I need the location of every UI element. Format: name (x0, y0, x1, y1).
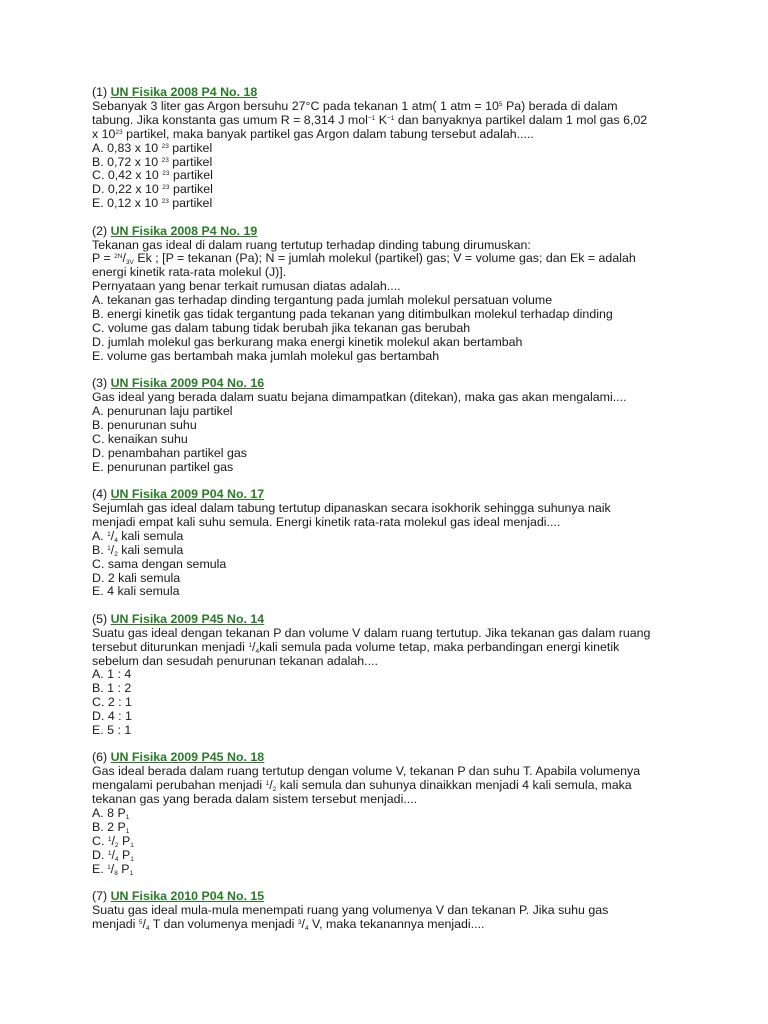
answer-option: B. $^1/_2$ kali semula (92, 542, 184, 558)
question-2 (92, 225, 692, 364)
question-text-line: tersebut diturunkan menjadi $^1/_4kali$ semula pada volume tetap, maka perbandingan energi kinetik (92, 639, 620, 655)
question-text-line: menjadi $^5/_4$ T dan volumenya menjadi $^3/_4$ V, maka tekanannya menjadi.... (92, 916, 485, 932)
answer-option: C. sama dengan semula (92, 556, 227, 571)
answer-option: A. 1 : 4 (92, 667, 132, 682)
question-text-line: x $10^{23}$ partikel, maka banyak partikel gas Argon dalam tabung tersebut adalah..... (92, 126, 534, 141)
question-number: (3) (92, 376, 111, 391)
answer-option: A. 0,83 x 10 $^{23}$ partikel (92, 140, 213, 155)
question-text-line: Pernyataan yang benar terkait rumusan diatas adalah.... (92, 279, 401, 294)
question-header (92, 890, 692, 904)
answer-option: D. 4 : 1 (92, 709, 132, 724)
answer-option: E. 0,12 x 10 $^{23}$ partikel (92, 196, 213, 211)
question-3 (92, 377, 692, 474)
question-text-line: mengalami perubahan menjadi $^1/_2$ kali semula dan suhunya dinaikkan menjadi 4 kali semula, maka (92, 778, 632, 794)
question-header (92, 751, 692, 765)
question-number: (2) (92, 223, 111, 238)
answer-option: B. 0,72 x 10 $^{23}$ partikel (92, 154, 213, 169)
question-source-link[interactable]: UN Fisika 2009 P45 No. 18 (110, 750, 265, 765)
answer-option: E. penurunan partikel gas (92, 459, 234, 474)
document-page (92, 86, 692, 945)
answer-option: E. 4 kali semula (92, 584, 180, 599)
answer-option: D. jumlah molekul gas berkurang maka energi kinetik molekul akan bertambah (92, 334, 523, 349)
answer-option: B. energi kinetik gas tidak tergantung pada tekanan yang ditimbulkan molekul terhadap dinding (92, 307, 613, 322)
question-text-line: Tekanan gas ideal di dalam ruang tertutup terhadap dinding tabung dirumuskan: (92, 237, 531, 252)
question-header (92, 613, 692, 627)
question-number: (1) (92, 85, 111, 99)
question-source-link[interactable]: UN Fisika 2008 P4 No. 19 (110, 223, 258, 238)
answer-option: D. $^1/_4$ $P_1$ (92, 847, 134, 863)
answer-option: E. $^1/_8$ $P_1$ (92, 861, 134, 877)
question-text-line: menjadi empat kali suhu semula. Energi kinetik rata-rata molekul gas ideal menjadi.... (92, 514, 561, 529)
question-source-link[interactable]: UN Fisika 2010 P04 No. 15 (110, 889, 265, 904)
answer-option: C. kenaikan suhu (92, 431, 188, 446)
answer-option: D. penambahan partikel gas (92, 445, 247, 460)
question-header (92, 377, 692, 391)
question-number: (5) (92, 611, 111, 626)
question-source-link[interactable]: UN Fisika 2009 P45 No. 14 (110, 611, 265, 626)
question-number: (4) (92, 487, 111, 502)
question-header (92, 225, 692, 239)
question-text-line: sebelum dan sesudah penurunan tekanan adalah.... (92, 653, 378, 668)
answer-option: C. 0,42 x 10 $^{23}$ partikel (92, 168, 213, 183)
answer-option: A. $^1/_4$ kali semula (92, 528, 184, 544)
question-5 (92, 613, 692, 738)
answer-option: B. 2 $P_1$ (92, 820, 130, 835)
question-text-line: $P = ^{2N}/_{3V}$ Ek ; [P = tekanan (Pa); N = jumlah molekul (partikel) gas; V = volume gas; dan Ek = adalah (92, 251, 636, 267)
question-header (92, 488, 692, 502)
answer-option: A. 8 $P_1$ (92, 806, 130, 822)
question-text-line: Sebanyak 3 liter gas Argon bersuhu 27°C pada tekanan 1 atm( 1 atm = $10^5$ Pa) berada di dalam (92, 98, 618, 113)
question-text-line: Gas ideal berada dalam ruang tertutup dengan volume V, tekanan P dan suhu T. Apabila volumenya (92, 764, 641, 779)
question-6 (92, 751, 692, 876)
answer-option: A. tekanan gas terhadap dinding tergantung pada jumlah molekul persatuan volume (92, 293, 553, 308)
question-7 (92, 890, 692, 932)
answer-option: B. penurunan suhu (92, 417, 197, 432)
question-text-line: Sejumlah gas ideal dalam tabung tertutup dipanaskan secara isokhorik sehingga suhunya naik (92, 500, 611, 515)
question-4 (92, 488, 692, 599)
answer-option: D. 0,22 x 10 $^{23}$ partikel (92, 182, 213, 197)
question-source-link[interactable]: UN Fisika 2009 P04 No. 17 (110, 487, 265, 502)
question-text-line: tekanan gas yang berada dalam sistem tersebut menjadi.... (92, 792, 418, 807)
answer-option: B. 1 : 2 (92, 681, 132, 696)
question-text-line: Gas ideal yang berada dalam suatu bejana dimampatkan (ditekan), maka gas akan mengalami.... (92, 390, 627, 405)
question-header (92, 86, 692, 100)
question-text-line: Suatu gas ideal mula-mula menempati ruang yang volumenya V dan tekanan P. Jika suhu gas (92, 903, 609, 918)
question-1 (92, 86, 692, 211)
question-source-link[interactable]: UN Fisika 2009 P04 No. 16 (110, 376, 265, 391)
question-text-line: Suatu gas ideal dengan tekanan P dan volume V dalam ruang tertutup. Jika tekanan gas dalam ruang (92, 625, 651, 640)
answer-option: C. $^1/_2$ $P_1$ (92, 833, 134, 849)
answer-option: C. 2 : 1 (92, 695, 132, 710)
question-number: (6) (92, 750, 111, 765)
question-text-line: tabung. Jika konstanta gas umum R = 8,314 J mol$^{-1}$ $K^{-1}$ dan banyaknya partikel dalam 1 mol gas 6,02 (92, 112, 648, 127)
answer-option: A. penurunan laju partikel (92, 404, 233, 419)
answer-option: E. 5 : 1 (92, 723, 132, 738)
question-text-line: energi kinetik rata-rata molekul (J)]. (92, 265, 287, 280)
question-source-link[interactable]: UN Fisika 2008 P4 No. 18 (110, 85, 258, 99)
answer-option: E. volume gas bertambah maka jumlah molekul gas bertambah (92, 348, 440, 363)
question-number: (7) (92, 889, 111, 904)
answer-option: C. volume gas dalam tabung tidak berubah jika tekanan gas berubah (92, 321, 471, 335)
answer-option: D. 2 kali semula (92, 570, 181, 585)
